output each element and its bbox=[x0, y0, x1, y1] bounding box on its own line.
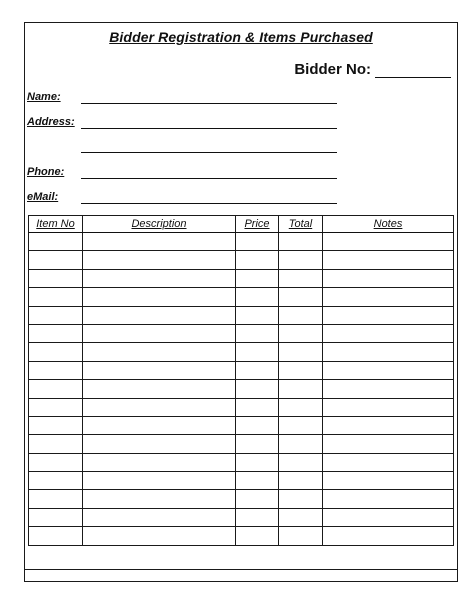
table-row bbox=[29, 416, 454, 434]
cell-price[interactable] bbox=[236, 453, 279, 471]
cell-item-no[interactable] bbox=[29, 288, 83, 306]
table-row bbox=[29, 380, 454, 398]
cell-total[interactable] bbox=[279, 324, 323, 342]
phone-input-line[interactable] bbox=[81, 178, 337, 179]
cell-notes[interactable] bbox=[323, 490, 454, 508]
cell-description[interactable] bbox=[83, 472, 236, 490]
cell-description[interactable] bbox=[83, 435, 236, 453]
cell-notes[interactable] bbox=[323, 472, 454, 490]
table-row bbox=[29, 527, 454, 545]
table-row bbox=[29, 435, 454, 453]
cell-total[interactable] bbox=[279, 380, 323, 398]
cell-price[interactable] bbox=[236, 380, 279, 398]
column-header-notes: Notes bbox=[323, 216, 454, 233]
bidder-number-input-line[interactable] bbox=[375, 62, 451, 78]
cell-total[interactable] bbox=[279, 306, 323, 324]
cell-total[interactable] bbox=[279, 269, 323, 287]
cell-item-no[interactable] bbox=[29, 490, 83, 508]
bidder-number-field bbox=[294, 61, 451, 78]
cell-item-no[interactable] bbox=[29, 380, 83, 398]
cell-description[interactable] bbox=[83, 416, 236, 434]
cell-total[interactable] bbox=[279, 490, 323, 508]
cell-description[interactable] bbox=[83, 361, 236, 379]
cell-total[interactable] bbox=[279, 288, 323, 306]
cell-total[interactable] bbox=[279, 361, 323, 379]
cell-price[interactable] bbox=[236, 398, 279, 416]
cell-notes[interactable] bbox=[323, 453, 454, 471]
cell-item-no[interactable] bbox=[29, 416, 83, 434]
cell-price[interactable] bbox=[236, 233, 279, 251]
cell-description[interactable] bbox=[83, 269, 236, 287]
cell-price[interactable] bbox=[236, 306, 279, 324]
column-header-description: Description bbox=[83, 216, 236, 233]
table-row bbox=[29, 490, 454, 508]
cell-notes[interactable] bbox=[323, 508, 454, 526]
cell-notes[interactable] bbox=[323, 416, 454, 434]
cell-item-no[interactable] bbox=[29, 233, 83, 251]
table-row bbox=[29, 508, 454, 526]
cell-description[interactable] bbox=[83, 306, 236, 324]
cell-price[interactable] bbox=[236, 472, 279, 490]
cell-price[interactable] bbox=[236, 324, 279, 342]
table-row bbox=[29, 233, 454, 251]
cell-total[interactable] bbox=[279, 416, 323, 434]
cell-item-no[interactable] bbox=[29, 269, 83, 287]
cell-notes[interactable] bbox=[323, 288, 454, 306]
cell-item-no[interactable] bbox=[29, 251, 83, 269]
table-row bbox=[29, 472, 454, 490]
table-row bbox=[29, 453, 454, 471]
cell-notes[interactable] bbox=[323, 361, 454, 379]
cell-item-no[interactable] bbox=[29, 398, 83, 416]
table-header-row bbox=[29, 216, 454, 233]
cell-notes[interactable] bbox=[323, 269, 454, 287]
cell-price[interactable] bbox=[236, 251, 279, 269]
cell-total[interactable] bbox=[279, 251, 323, 269]
cell-item-no[interactable] bbox=[29, 435, 83, 453]
cell-total[interactable] bbox=[279, 472, 323, 490]
cell-description[interactable] bbox=[83, 288, 236, 306]
cell-item-no[interactable] bbox=[29, 527, 83, 545]
cell-item-no[interactable] bbox=[29, 361, 83, 379]
cell-description[interactable] bbox=[83, 508, 236, 526]
cell-price[interactable] bbox=[236, 361, 279, 379]
column-header-item-no: Item No bbox=[29, 216, 83, 233]
cell-description[interactable] bbox=[83, 343, 236, 361]
table-row bbox=[29, 288, 454, 306]
table-row bbox=[29, 269, 454, 287]
cell-notes[interactable] bbox=[323, 380, 454, 398]
table-row bbox=[29, 306, 454, 324]
cell-total[interactable] bbox=[279, 508, 323, 526]
cell-total[interactable] bbox=[279, 398, 323, 416]
cell-price[interactable] bbox=[236, 343, 279, 361]
cell-price[interactable] bbox=[236, 416, 279, 434]
cell-item-no[interactable] bbox=[29, 472, 83, 490]
cell-price[interactable] bbox=[236, 527, 279, 545]
cell-item-no[interactable] bbox=[29, 453, 83, 471]
cell-description[interactable] bbox=[83, 324, 236, 342]
email-input-line[interactable] bbox=[81, 203, 337, 204]
column-header-price: Price bbox=[236, 216, 279, 233]
cell-description[interactable] bbox=[83, 398, 236, 416]
table-row bbox=[29, 251, 454, 269]
cell-description[interactable] bbox=[83, 490, 236, 508]
cell-price[interactable] bbox=[236, 288, 279, 306]
cell-item-no[interactable] bbox=[29, 343, 83, 361]
cell-notes[interactable] bbox=[323, 435, 454, 453]
cell-total[interactable] bbox=[279, 233, 323, 251]
cell-description[interactable] bbox=[83, 527, 236, 545]
address-input-line-2[interactable] bbox=[81, 152, 337, 153]
address-input-line-1[interactable] bbox=[81, 128, 337, 129]
cell-total[interactable] bbox=[279, 527, 323, 545]
column-header-total: Total bbox=[279, 216, 323, 233]
bottom-border-strip bbox=[25, 569, 457, 581]
registration-form bbox=[24, 22, 458, 582]
cell-notes[interactable] bbox=[323, 324, 454, 342]
phone-label: Phone: bbox=[27, 166, 65, 178]
cell-notes[interactable] bbox=[323, 527, 454, 545]
table-row bbox=[29, 361, 454, 379]
cell-description[interactable] bbox=[83, 380, 236, 398]
name-label: Name: bbox=[27, 91, 61, 103]
form-title: Bidder Registration & Items Purchased bbox=[109, 29, 373, 45]
cell-notes[interactable] bbox=[323, 306, 454, 324]
name-input-line[interactable] bbox=[81, 103, 337, 104]
cell-item-no[interactable] bbox=[29, 508, 83, 526]
cell-notes[interactable] bbox=[323, 251, 454, 269]
cell-item-no[interactable] bbox=[29, 324, 83, 342]
table-row bbox=[29, 398, 454, 416]
cell-notes[interactable] bbox=[323, 398, 454, 416]
email-label: eMail: bbox=[27, 191, 59, 203]
cell-description[interactable] bbox=[83, 453, 236, 471]
cell-notes[interactable] bbox=[323, 233, 454, 251]
cell-description[interactable] bbox=[83, 251, 236, 269]
cell-notes[interactable] bbox=[323, 343, 454, 361]
table-body bbox=[29, 233, 454, 546]
cell-description[interactable] bbox=[83, 233, 236, 251]
cell-price[interactable] bbox=[236, 508, 279, 526]
cell-total[interactable] bbox=[279, 435, 323, 453]
cell-price[interactable] bbox=[236, 269, 279, 287]
address-label: Address: bbox=[27, 116, 75, 128]
table-row bbox=[29, 324, 454, 342]
cell-total[interactable] bbox=[279, 343, 323, 361]
cell-price[interactable] bbox=[236, 435, 279, 453]
cell-price[interactable] bbox=[236, 490, 279, 508]
cell-item-no[interactable] bbox=[29, 306, 83, 324]
items-purchased-table bbox=[28, 215, 454, 546]
cell-total[interactable] bbox=[279, 453, 323, 471]
table-row bbox=[29, 343, 454, 361]
bidder-number-label: Bidder No: bbox=[294, 61, 371, 78]
